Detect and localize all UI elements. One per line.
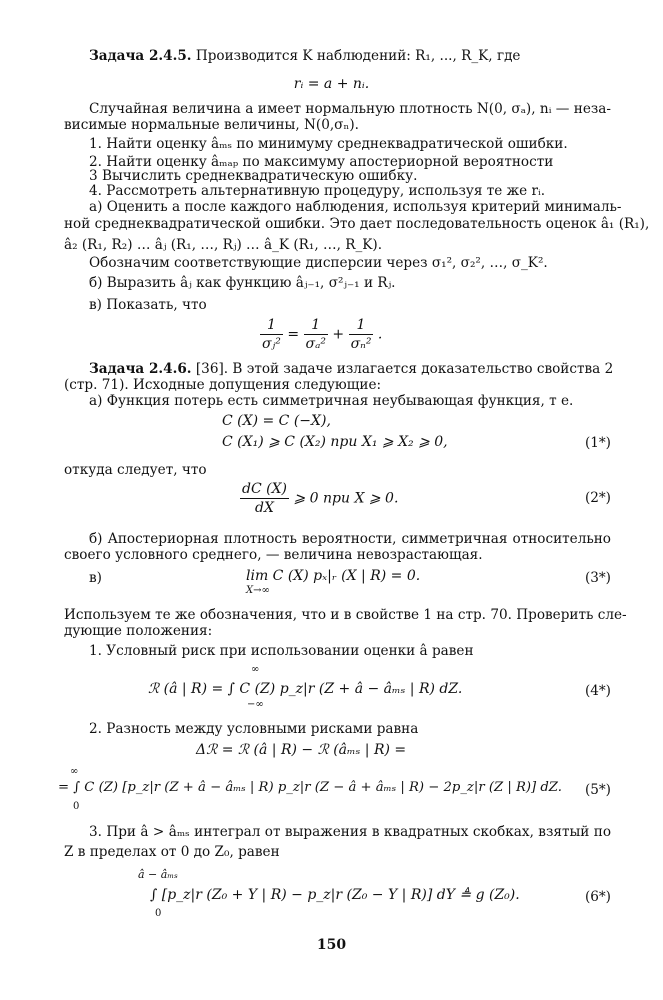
integral-upper-limit: â − âₘₛ bbox=[138, 868, 178, 881]
frac-numerator: 1 bbox=[311, 317, 321, 333]
paragraph-line: Случайная величина a имеет нормальную плотность N(0, σₐ), nᵢ — неза- bbox=[89, 101, 611, 117]
plus-sign: + bbox=[332, 326, 345, 343]
frac-denominator: dX bbox=[240, 498, 289, 517]
integral-upper-limit: ∞ bbox=[251, 664, 260, 675]
equation-tag: (3*) bbox=[584, 570, 611, 586]
problem-246-intro-line bbox=[89, 361, 614, 377]
equation-1a: C (X) = C (−X), bbox=[222, 413, 331, 429]
problem-245-intro-line bbox=[89, 48, 520, 64]
problem-245-intro: Производится K наблюдений: R₁, ..., R_K, где bbox=[195, 48, 521, 64]
equation-sigma bbox=[260, 316, 382, 353]
paragraph-line: висимые нормальные величины, N(0,σₙ). bbox=[64, 117, 359, 133]
paragraph-line: 3. При â > âₘₛ интеграл от выражения в квадратных скобках, взятый по bbox=[89, 824, 611, 840]
equation-tag: (4*) bbox=[584, 683, 611, 699]
list-item: 1. Условный риск при использовании оценки â равен bbox=[89, 643, 474, 659]
frac-denominator: σₐ² bbox=[305, 336, 326, 352]
list-item: 2. Найти оценку âₘₐₚ по максимуму апостериорной вероятности bbox=[89, 154, 554, 170]
equation-5a: Δℛ = ℛ (â | R) − ℛ (âₘₛ | R) = bbox=[196, 742, 407, 758]
paragraph-line: откуда следует, что bbox=[64, 462, 207, 478]
paragraph-line: а) Функция потерь есть симметричная неубывающая функция, т е. bbox=[89, 393, 574, 409]
page-number: 150 bbox=[316, 937, 347, 953]
paragraph-line: б) Выразить âⱼ как функцию âⱼ₋₁, σ²ⱼ₋₁ и Rⱼ. bbox=[89, 275, 396, 291]
frac-numerator: dC (X) bbox=[242, 481, 288, 497]
equation-tag: (6*) bbox=[584, 889, 611, 905]
integral-upper-limit: ∞ bbox=[70, 766, 79, 777]
equation-6: ∫ [p_z|r (Z₀ + Y | R) − p_z|r (Z₀ − Y | R)] dY ≜ g (Z₀). bbox=[150, 887, 520, 903]
limit-subscript: X→∞ bbox=[246, 585, 270, 596]
item-label: в) bbox=[89, 570, 102, 586]
equation-tag: (2*) bbox=[584, 490, 611, 506]
paragraph-line: â₂ (R₁, R₂) … âⱼ (R₁, …, Rⱼ) … â_K (R₁, …, R_K). bbox=[64, 237, 383, 253]
paragraph-line: (стр. 71). Исходные допущения следующие: bbox=[64, 377, 382, 393]
list-item: 4. Рассмотреть альтернативную процедуру, используя те же rᵢ. bbox=[89, 183, 546, 199]
equals-sign: = bbox=[287, 326, 300, 343]
equation-r: rᵢ = a + nᵢ. bbox=[293, 76, 370, 92]
paragraph-line: своего условного среднего, — величина невозрастающая. bbox=[64, 547, 483, 563]
paragraph-line: Z в пределах от 0 до Z₀, равен bbox=[64, 844, 280, 860]
paragraph-line: Используем те же обозначения, что и в свойстве 1 на стр. 70. Проверить сле- bbox=[64, 607, 627, 623]
paragraph-line: а) Оценить a после каждого наблюдения, используя критерий минималь- bbox=[89, 199, 622, 215]
integral-lower-limit: 0 bbox=[155, 908, 162, 919]
integral-lower-limit: 0 bbox=[73, 801, 80, 812]
list-item: 1. Найти оценку âₘₛ по минимуму среднеквадратической ошибки. bbox=[89, 136, 568, 152]
problem-246-heading: Задача 2.4.6. bbox=[89, 361, 192, 377]
frac-numerator: 1 bbox=[266, 317, 276, 333]
equation-5b: = ∫ C (Z) [p_z|r (Z + â − âₘₛ | R) p_z|r (Z − â + âₘₛ | R) − 2p_z|r (Z | R)] dZ. bbox=[58, 780, 562, 795]
equation-4: ℛ (â | R) = ∫ C (Z) p_z|r (Z + â − âₘₛ | R) dZ. bbox=[148, 681, 463, 697]
frac-denominator: σⱼ² bbox=[262, 336, 281, 352]
paragraph-line: б) Апостериорная плотность вероятности, симметричная относительно bbox=[89, 531, 611, 547]
list-item: 2. Разность между условными рисками равна bbox=[89, 721, 419, 737]
equation-2-rest: ⩾ 0 при X ⩾ 0. bbox=[293, 490, 399, 507]
equation-3: lim C (X) pₓ|ᵣ (X | R) = 0. bbox=[246, 568, 421, 584]
equation-tag: (1*) bbox=[584, 435, 611, 451]
integral-lower-limit: −∞ bbox=[247, 699, 264, 710]
equation-tag: (5*) bbox=[584, 782, 611, 798]
period: . bbox=[377, 326, 383, 343]
frac-numerator: 1 bbox=[356, 317, 366, 333]
paragraph-line: Обозначим соответствующие дисперсии через σ₁², σ₂², …, σ_K². bbox=[89, 255, 548, 271]
paragraph-line: ной среднеквадратической ошибки. Это дает последовательность оценок â₁ (R₁), bbox=[64, 216, 650, 232]
problem-246-line1: [36]. В этой задаче излагается доказательство свойства 2 bbox=[195, 361, 614, 377]
problem-245-heading: Задача 2.4.5. bbox=[89, 48, 192, 64]
equation-1b: C (X₁) ⩾ C (X₂) при X₁ ⩾ X₂ ⩾ 0, bbox=[222, 434, 448, 450]
equation-2 bbox=[240, 480, 398, 517]
paragraph-line: дующие положения: bbox=[64, 623, 213, 639]
paragraph-line: в) Показать, что bbox=[89, 297, 207, 313]
list-item: 3 Вычислить среднеквадратическую ошибку. bbox=[89, 168, 418, 184]
frac-denominator: σₙ² bbox=[350, 336, 372, 352]
